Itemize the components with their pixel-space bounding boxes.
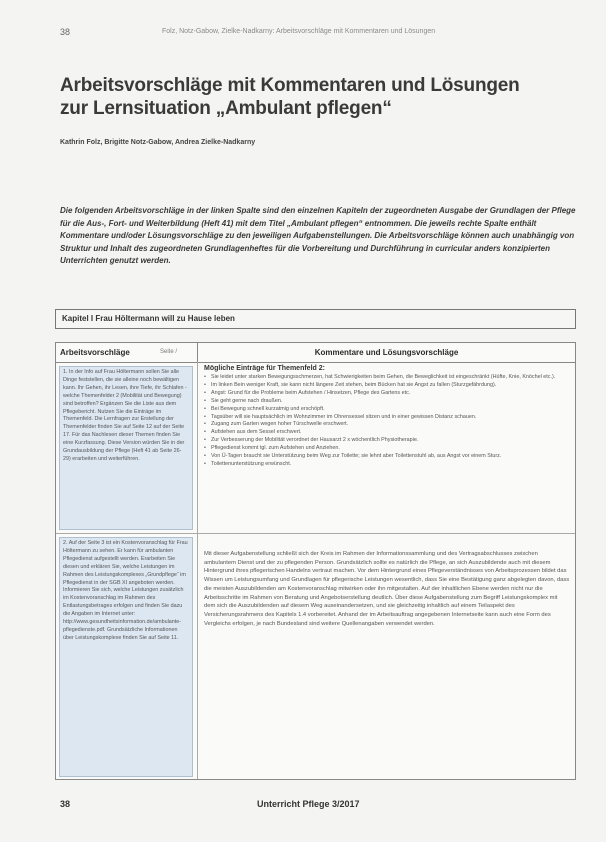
list-item: • Toilettenunterstützung erwünscht.: [204, 461, 570, 469]
column-divider: [197, 362, 198, 779]
page-number-top: 38: [60, 27, 71, 37]
list-item: • Zugang zum Garten wegen hoher Türschwelle erschwert.: [204, 421, 570, 429]
intro-paragraph: Die folgenden Arbeitsvorschläge in der linken Spalte sind den einzelnen Kapiteln der zugeordneten Ausgabe der Grundlagen der Pflege für die Aus-, Fort- und Weiterbildung (Heft 41) mit dem Titel „Ambulant pflegen“ entnommen. Die jeweils rechte Spalte enthält Kommentare und/oder Lösungsvorschläge zu den jeweiligen Aufgabenstellungen. Die Arbeitsvorschläge können auch unabhängig von Struktur und Inhalt des zugeordneten Grundlagenheftes für die Vorbereitung und Durchführung in curricular anders konzipierten Unterrichten genutzt werden.: [60, 206, 576, 266]
task-1-cell: [59, 366, 193, 530]
list-item: • Angst: Grund für die Probleme beim Aufstehen / Hinsetzen, Pflege des Gartens etc.: [204, 390, 570, 398]
table-header-row: [56, 343, 575, 363]
list-item: • Sie leidet unter starken Bewegungsschmerzen, hat Schwierigkeiten beim Gehen, die Beweglichkeit ist eingeschränkt (Hüfte, Knie, Knöchel etc.).: [204, 374, 570, 382]
row-divider: [56, 533, 575, 534]
list-item: • Von Ü-Tagen braucht sie Unterstützung beim Weg zur Toilette; sie lehnt aber Toilettenstuhl ab, aus Angst vor einem Sturz.: [204, 453, 570, 461]
chapter-title: Kapitel I Frau Höltermann will zu Hause leben: [62, 314, 235, 323]
header-tasks-label: Arbeitsvorschläge: [60, 348, 130, 357]
solution-1-cell: [204, 365, 570, 469]
header-comments: [198, 343, 575, 362]
list-item: • Im linken Bein weniger Kraft, sie kann nicht längere Zeit stehen, beim Bücken hat sie Angst zu fallen (Sturzgefährdung).: [204, 382, 570, 390]
header-tasks: [56, 343, 198, 362]
task-2-cell: [59, 537, 193, 777]
list-item: • Tagsüber will sie hauptsächlich im Wohnzimmer im Ohrensessel sitzen und in einer gewissen Distanz schauen.: [204, 414, 570, 422]
header-comments-label: Kommentare und Lösungsvorschläge: [314, 348, 459, 357]
task-1-text: 1. In der Info auf Frau Höltermann sollen Sie alle Dinge feststellen, die sie alleine noch bewältigen kann. Ihr Gehen, ihr Lesen, ihre Tiefe, ihr Schlafen - welche Themenfelder 2 (Mobilität und Bewegung) sind betroffen? Ergänzen Sie die Liste aus dem Pflegebericht. Nutzen Sie die Einträge im Themenfeld. Die Lernfragen zur Erstellung der Themenfelder finden Sie auf Seite 12 auf der Seite 17. Für das Nachlesen dieser Themen finden Sie eine Kurzfassung. Diese Version würden Sie in der Grundausbildung der Pflege (Heft 41 ab Seite 26-29) erarbeiten und weiterführen.: [63, 369, 187, 462]
header-page-label: Seite /: [160, 349, 178, 355]
task-2-text: 2. Auf der Seite 3 ist ein Kostenvoranschlag für Frau Höltermann zu sehen. Er kann für ambulanten Pflegedienst aufgestellt werden. Erarbeiten Sie diesen und erklären Sie, welche Leistungen im Rahmen des Leistungskomplexes „Grundpflege“ im Pflegedienst in der SGB XI angeboten werden. Informieren Sie sich, welche Leistungen zusätzlich im Kostenvoranschlag im Rahmen des Entlastungsbetrages erfolgen und finden Sie dazu die Angaben im Internet unter: http://www.gesundheitsinformation.de/ambulante-pflegedienste.pdf. Grundsätzliche Informationen über Leistungskomplexe finden Sie auf Seite 11.: [63, 540, 188, 641]
task-table: [55, 342, 576, 780]
list-item: • Aufstehen aus dem Sessel erschwert.: [204, 429, 570, 437]
running-head: Folz, Notz-Gabow, Zielke-Nadkarny: Arbeitsvorschläge mit Kommentaren und Lösungen: [162, 28, 436, 35]
title-line-2: zur Lernsituation „Ambulant pflegen“: [60, 98, 392, 119]
list-item: • Pflegedienst kommt tgl. zum Aufstehen und Anziehen.: [204, 445, 570, 453]
authors: Kathrin Folz, Brigitte Notz-Gabow, Andrea Zielke-Nadkarny: [60, 139, 256, 146]
solution-2-text: Mit dieser Aufgabenstellung schließt sich der Kreis im Rahmen der Informationssammlung und des Vertragsabschlusses zwischen ambulantem Dienst und der zu pflegenden Person. Grundsätzlich sollte es natürlich die Pflege, an sich Auszubildende auch mit diesem Hintergrund ihres pflegerischen Handelns vertraut machen. Vor dem Hintergrund eines Pflegeverständnisses von Arbeitsprozessen bildet das Wissen um Leistungsumfang und Grundlagen für pflegerische Leistungen wesentlich, dass Sie eine Bestätigung ganz abgelegten davon, dass die meisten Auszubildenden am Kostenvoranschlag mitwirken oder ihn mitgestalten. Auf der inhaltlichen Ebene werden nicht nur die Arbeitsschritte im Rahmen von Beratung und Angebotserstellung deutlich. Über diese Aufgabenstellung zum Begriff Leistungskomplex mit dem sich die Auszubildenden auf diesem Weg auseinandersetzen, und sie gleichzeitig inhaltlich auf einem Teilaspekt des Versicherungsrahmens des Kapitels 1.4 vorbereitet. Anhand der im Arbeitsauftrag angegebenen Internetseite kann auch eine Form des Vergleichs erfolgen, je nach Bundesland sind weitere Quellenangaben verwendet werden.: [204, 551, 570, 627]
page-number-bottom: 38: [60, 799, 71, 809]
article-title: [60, 74, 560, 120]
list-item: • Bei Bewegung schnell kurzatmig und erschöpft.: [204, 406, 570, 414]
journal-footer: Unterricht Pflege 3/2017: [257, 799, 360, 809]
solution-1-heading: Mögliche Einträge für Themenfeld 2:: [204, 365, 325, 372]
title-line-1: Arbeitsvorschläge mit Kommentaren und Lösungen: [60, 75, 520, 96]
list-item: • Sie geht gerne nach draußen.: [204, 398, 570, 406]
list-item: • Zur Verbesserung der Mobilität verordnet der Hausarzt 2 x wöchentlich Physiotherapie.: [204, 437, 570, 445]
solution-1-list: [204, 374, 570, 469]
chapter-heading-box: [55, 309, 576, 329]
